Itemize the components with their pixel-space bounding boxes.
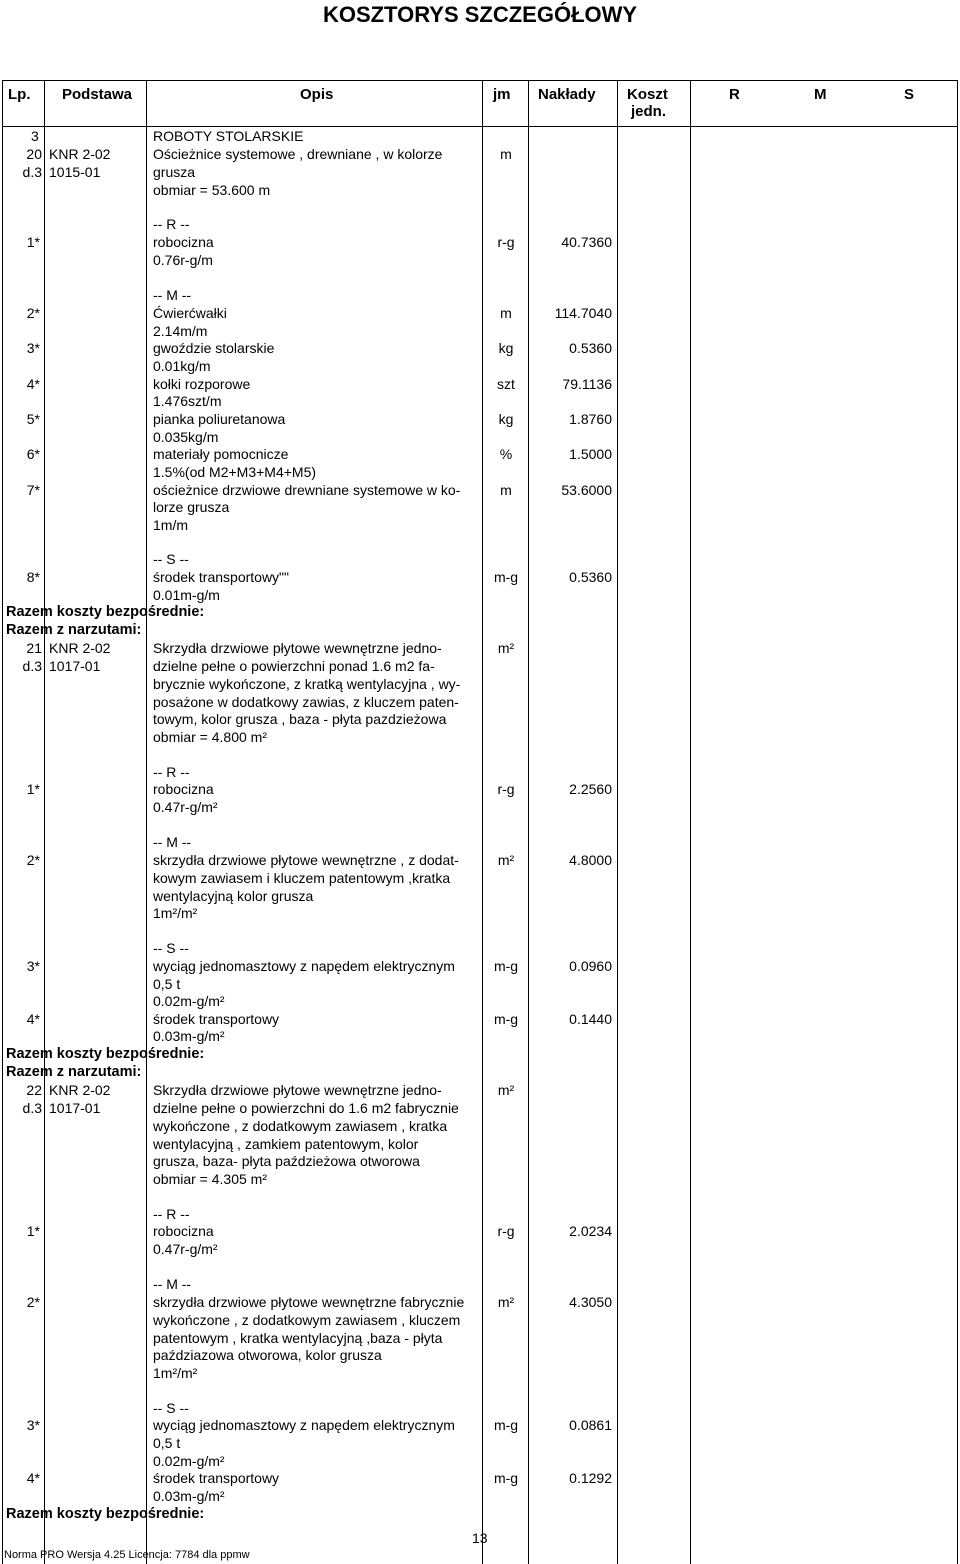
- row-description: obmiar = 4.800 m²: [153, 729, 267, 745]
- section-number: 3: [31, 128, 39, 144]
- row-description: -- R --: [153, 216, 190, 232]
- row-quantity: 0.5360: [569, 340, 612, 356]
- row-description: dzielne pełne o powierzchni do 1.6 m2 fabrycznie: [153, 1100, 459, 1116]
- row-total-label: Razem koszty bezpośrednie:: [6, 604, 205, 620]
- row-description: 0,5 t: [153, 976, 181, 992]
- row-description: wykończone , z dodatkowym zawiasem , kluczem: [153, 1312, 461, 1328]
- row-description: 1.5%(od M2+M3+M4+M5): [153, 464, 317, 480]
- row-lp: d.3: [22, 658, 42, 674]
- row-item-number: 4*: [26, 1470, 40, 1486]
- row-description: patentowym , kratka wentylacyjną ,baza - płyta: [153, 1330, 443, 1346]
- row-description: 1m²/m²: [153, 905, 198, 921]
- row-description: 0.47r-g/m²: [153, 1241, 218, 1257]
- col-sep-lp: [44, 80, 45, 1564]
- row-unit: m: [500, 146, 512, 162]
- row-quantity: 4.8000: [569, 852, 612, 868]
- row-description: paździazowa otworowa, kolor grusza: [153, 1347, 382, 1363]
- row-description: -- M --: [153, 834, 192, 850]
- row-description: 0.03m-g/m²: [153, 1488, 225, 1504]
- row-item-number: 7*: [26, 482, 40, 498]
- header-jm: jm: [493, 86, 511, 103]
- header-naklady: Nakłady: [538, 86, 596, 103]
- row-item-number: 8*: [26, 569, 40, 585]
- row-quantity: 0.5360: [569, 569, 612, 585]
- row-description: 1m²/m²: [153, 1365, 198, 1381]
- row-description: wentylacyjną kolor grusza: [153, 888, 314, 904]
- row-item-number: 3*: [26, 958, 40, 974]
- row-description: wykończone , z dodatkowym zawiasem , kratka: [153, 1118, 448, 1134]
- row-total-label: Razem koszty bezpośrednie:: [6, 1506, 205, 1522]
- row-description: ościeżnice drzwiowe drewniane systemowe w ko-: [153, 482, 461, 498]
- row-unit: kg: [498, 411, 514, 427]
- row-total-label: Razem koszty bezpośrednie:: [6, 1046, 205, 1062]
- row-basis: 1017-01: [49, 658, 101, 674]
- row-description: -- S --: [153, 940, 189, 956]
- row-description: Skrzydła drzwiowe płytowe wewnętrzne jedno-: [153, 1082, 442, 1098]
- row-item-number: 6*: [26, 446, 40, 462]
- row-description: 1m/m: [153, 517, 188, 533]
- row-unit: %: [499, 446, 513, 462]
- row-quantity: 40.7360: [561, 234, 612, 250]
- row-description: 1.476szt/m: [153, 393, 222, 409]
- row-quantity: 2.0234: [569, 1223, 612, 1239]
- row-description: -- M --: [153, 287, 192, 303]
- row-total-label: Razem z narzutami:: [6, 1064, 142, 1080]
- row-description: środek transportowy: [153, 1011, 280, 1027]
- row-quantity: 4.3050: [569, 1294, 612, 1310]
- page-number: 13: [472, 1530, 488, 1546]
- row-quantity: 0.1292: [569, 1470, 612, 1486]
- header-r: R: [729, 86, 740, 103]
- row-unit: m: [500, 305, 512, 321]
- row-description: Skrzydła drzwiowe płytowe wewnętrzne jedno-: [153, 640, 442, 656]
- row-quantity: 1.8760: [569, 411, 612, 427]
- row-description: Ościeżnice systemowe , drewniane , w kolorze: [153, 146, 443, 162]
- row-basis: KNR 2-02: [49, 146, 111, 162]
- row-description: obmiar = 53.600 m: [153, 182, 271, 198]
- row-lp: d.3: [22, 164, 42, 180]
- row-quantity: 114.7040: [554, 305, 612, 321]
- row-unit: r-g: [497, 781, 515, 797]
- row-basis: KNR 2-02: [49, 640, 111, 656]
- row-lp: 20: [26, 146, 42, 162]
- row-description: lorze grusza: [153, 499, 230, 515]
- header-podstawa: Podstawa: [62, 86, 133, 103]
- row-total-label: Razem z narzutami:: [6, 622, 142, 638]
- row-description: obmiar = 4.305 m²: [153, 1171, 267, 1187]
- row-description: robocizna: [153, 781, 214, 797]
- row-description: brycznie wykończone, z kratką wentylacyjna , wy-: [153, 676, 461, 692]
- row-basis: 1015-01: [49, 164, 101, 180]
- row-description: towym, kolor grusza , baza - płyta pazdzieżowa: [153, 711, 447, 727]
- row-item-number: 5*: [26, 411, 40, 427]
- row-description: grusza, baza- płyta paździeżowa otworowa: [153, 1153, 420, 1169]
- row-description: 0.01m-g/m: [153, 587, 220, 603]
- row-description: robocizna: [153, 1223, 214, 1239]
- row-description: 0.03m-g/m²: [153, 1028, 225, 1044]
- row-quantity: 2.2560: [569, 781, 612, 797]
- row-item-number: 2*: [26, 852, 40, 868]
- row-item-number: 4*: [26, 1011, 40, 1027]
- row-description: -- S --: [153, 551, 189, 567]
- col-sep-podstawa: [146, 80, 147, 1564]
- row-quantity: 0.1440: [569, 1011, 612, 1027]
- row-unit: r-g: [497, 234, 515, 250]
- row-description: 0.47r-g/m²: [153, 799, 218, 815]
- row-quantity: 53.6000: [561, 482, 612, 498]
- header-koszt-jedn: jedn.: [631, 103, 667, 120]
- col-sep-opis: [482, 80, 483, 1564]
- row-description: 0.01kg/m: [153, 358, 211, 374]
- row-item-number: 1*: [26, 1223, 40, 1239]
- row-item-number: 3*: [26, 340, 40, 356]
- row-description: -- R --: [153, 764, 190, 780]
- row-lp: 21: [26, 640, 42, 656]
- header-m: M: [814, 86, 827, 103]
- row-description: -- S --: [153, 1400, 189, 1416]
- row-unit: m-g: [493, 1011, 519, 1027]
- row-description: skrzydła drzwiowe płytowe wewnętrzne fabrycznie: [153, 1294, 465, 1310]
- section-title: ROBOTY STOLARSKIE: [153, 128, 304, 144]
- row-description: robocizna: [153, 234, 214, 250]
- row-description: skrzydła drzwiowe płytowe wewnętrzne , z dodat-: [153, 852, 459, 868]
- row-description: środek transportowy"": [153, 569, 289, 585]
- row-item-number: 3*: [26, 1417, 40, 1433]
- row-description: 2.14m/m: [153, 323, 208, 339]
- row-description: grusza: [153, 164, 196, 180]
- row-unit: m²: [497, 1294, 515, 1310]
- row-description: posażone w dodatkowy zawias, z kluczem paten-: [153, 694, 459, 710]
- row-description: wyciąg jednomasztowy z napędem elektrycznym: [153, 1417, 455, 1433]
- row-unit: r-g: [497, 1223, 515, 1239]
- row-lp: 22: [26, 1082, 42, 1098]
- row-unit: m²: [497, 852, 515, 868]
- row-description: 0.02m-g/m²: [153, 993, 225, 1009]
- row-unit: m: [500, 482, 512, 498]
- software-footer: Norma PRO Wersja 4.25 Licencja: 7784 dla ppmw: [4, 1549, 250, 1561]
- row-quantity: 0.0861: [569, 1417, 612, 1433]
- row-description: Ćwierćwałki: [153, 305, 227, 321]
- row-unit: m²: [497, 640, 515, 656]
- row-description: środek transportowy: [153, 1470, 280, 1486]
- row-description: gwoździe stolarskie: [153, 340, 275, 356]
- row-description: kowym zawiasem i kluczem patentowym ,kratka: [153, 870, 451, 886]
- row-unit: kg: [498, 340, 514, 356]
- row-item-number: 2*: [26, 1294, 40, 1310]
- row-description: 0,5 t: [153, 1435, 181, 1451]
- row-item-number: 2*: [26, 305, 40, 321]
- row-description: dzielne pełne o powierzchni ponad 1.6 m2 fa-: [153, 658, 435, 674]
- col-sep-naklady: [617, 80, 618, 1564]
- row-lp: d.3: [22, 1100, 42, 1116]
- table-left-border: [2, 80, 3, 1564]
- header-s: S: [904, 86, 915, 103]
- row-description: wentylacyjną , zamkiem patentowym, kolor: [153, 1136, 419, 1152]
- row-description: 0.035kg/m: [153, 429, 219, 445]
- row-unit: m-g: [493, 1417, 519, 1433]
- row-quantity: 79.1136: [562, 376, 612, 392]
- row-quantity: 1.5000: [569, 446, 612, 462]
- header-lp: Lp.: [8, 86, 31, 103]
- row-unit: m-g: [493, 958, 519, 974]
- col-sep-jm: [528, 80, 529, 1564]
- row-description: wyciąg jednomasztowy z napędem elektrycznym: [153, 958, 455, 974]
- row-basis: 1017-01: [49, 1100, 101, 1116]
- row-item-number: 4*: [26, 376, 40, 392]
- row-description: -- R --: [153, 1206, 190, 1222]
- col-sep-koszt: [690, 80, 691, 1564]
- row-description: kołki rozporowe: [153, 376, 251, 392]
- row-quantity: 0.0960: [569, 958, 612, 974]
- header-opis: Opis: [300, 86, 334, 103]
- row-unit: m-g: [493, 569, 519, 585]
- row-unit: m-g: [493, 1470, 519, 1486]
- row-item-number: 1*: [26, 781, 40, 797]
- table-right-border: [957, 80, 958, 1564]
- header-koszt: Koszt: [627, 86, 668, 103]
- row-unit: szt: [497, 376, 515, 392]
- document-title: KOSZTORYS SZCZEGÓŁOWY: [322, 2, 638, 27]
- row-description: 0.02m-g/m²: [153, 1453, 225, 1469]
- row-description: -- M --: [153, 1276, 192, 1292]
- row-item-number: 1*: [26, 234, 40, 250]
- row-unit: m²: [497, 1082, 515, 1098]
- row-basis: KNR 2-02: [49, 1082, 111, 1098]
- row-description: pianka poliuretanowa: [153, 411, 286, 427]
- row-description: 0.76r-g/m: [153, 252, 213, 268]
- row-description: materiały pomocnicze: [153, 446, 289, 462]
